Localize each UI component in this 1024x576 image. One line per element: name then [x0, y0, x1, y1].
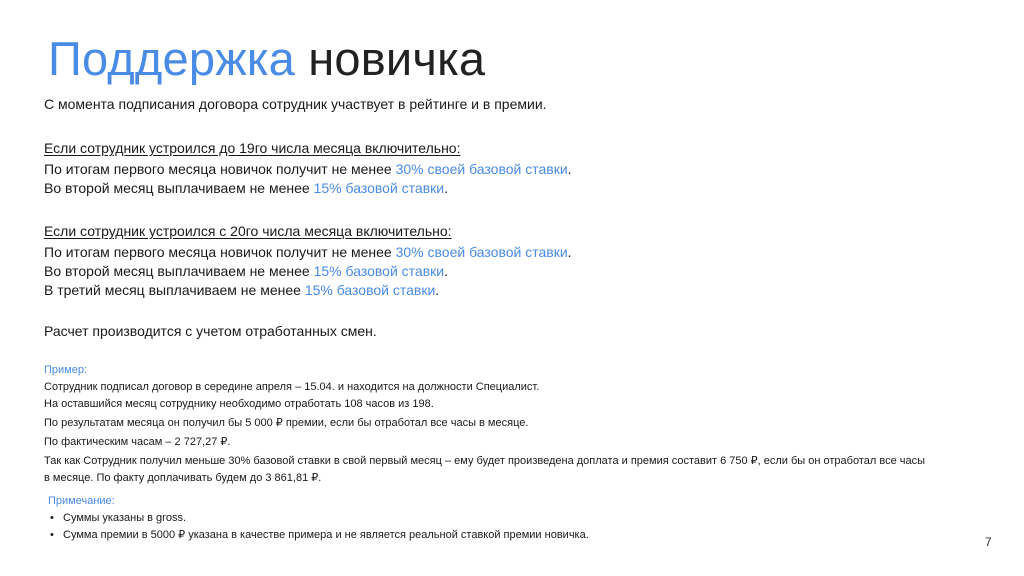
- case2-line3-highlight: 15% базовой ставки: [304, 282, 436, 298]
- example-line: На оставшийся месяц сотруднику необходимо отработать 108 часов из 198.: [44, 398, 434, 410]
- case2-line1-highlight: 30% своей базовой ставки: [395, 244, 568, 260]
- title-accent: Поддержка: [48, 32, 295, 85]
- remark-label: Примечание:: [48, 495, 115, 507]
- case2-heading: Если сотрудник устроился с 20го числа месяца включительно:: [44, 223, 452, 239]
- list-item: [48, 527, 589, 544]
- remark-item-text: Суммы указаны в gross.: [63, 512, 187, 524]
- case1-heading: Если сотрудник устроился до 19го числа месяца включительно:: [44, 140, 461, 156]
- example-line: Так как Сотрудник получил меньше 30% базовой ставки в свой первый месяц – ему будет произведена доплата и премия составит 6 750 ₽, если бы он отработал все часы: [44, 455, 926, 467]
- calc-note: Расчет производится с учетом отработанных смен.: [44, 323, 377, 339]
- page-title: [48, 30, 485, 88]
- page-number: 7: [985, 535, 992, 549]
- example-line: По фактическим часам – 2 727,27 ₽.: [44, 436, 231, 448]
- case2-line3: В третий месяц выплачиваем не менее 15% базовой ставки.: [44, 282, 440, 298]
- case2-line2-highlight: 15% базовой ставки: [313, 263, 445, 279]
- case2-line1: По итогам первого месяца новичок получит не менее 30% своей базовой ставки.: [44, 244, 572, 260]
- example-block: [44, 362, 925, 487]
- example-line: По результатам месяца он получил бы 5 000 ₽ премии, если бы отработал все часы в месяце.: [44, 417, 529, 429]
- case1-line2-highlight: 15% базовой ставки: [313, 180, 445, 196]
- list-item: [48, 510, 589, 527]
- intro-text: С момента подписания договора сотрудник участвует в рейтинге и в премии.: [44, 96, 547, 112]
- remark-item-text: Сумма премии в 5000 ₽ указана в качестве примера и не является реальной ставкой премии новичка.: [63, 529, 589, 541]
- bullet-icon: •: [50, 529, 54, 541]
- bullet-icon: •: [50, 512, 54, 524]
- case1-line1: По итогам первого месяца новичок получит не менее 30% своей базовой ставки.: [44, 161, 572, 177]
- example-line: Сотрудник подписал договор в середине апреля – 15.04. и находится на должности Специалист.: [44, 381, 540, 393]
- title-rest: новичка: [308, 32, 486, 85]
- example-line: в месяце. По факту доплачивать будем до 3 861,81 ₽.: [44, 472, 322, 484]
- case1-line2: Во второй месяц выплачиваем не менее 15% базовой ставки.: [44, 180, 448, 196]
- case2-line2: Во второй месяц выплачиваем не менее 15% базовой ставки.: [44, 263, 448, 279]
- case1-block: [44, 139, 572, 198]
- case2-block: [44, 222, 572, 300]
- remark-block: [48, 493, 589, 544]
- example-label: Пример:: [44, 364, 88, 376]
- remark-list: [48, 510, 589, 544]
- case1-line1-highlight: 30% своей базовой ставки: [395, 161, 568, 177]
